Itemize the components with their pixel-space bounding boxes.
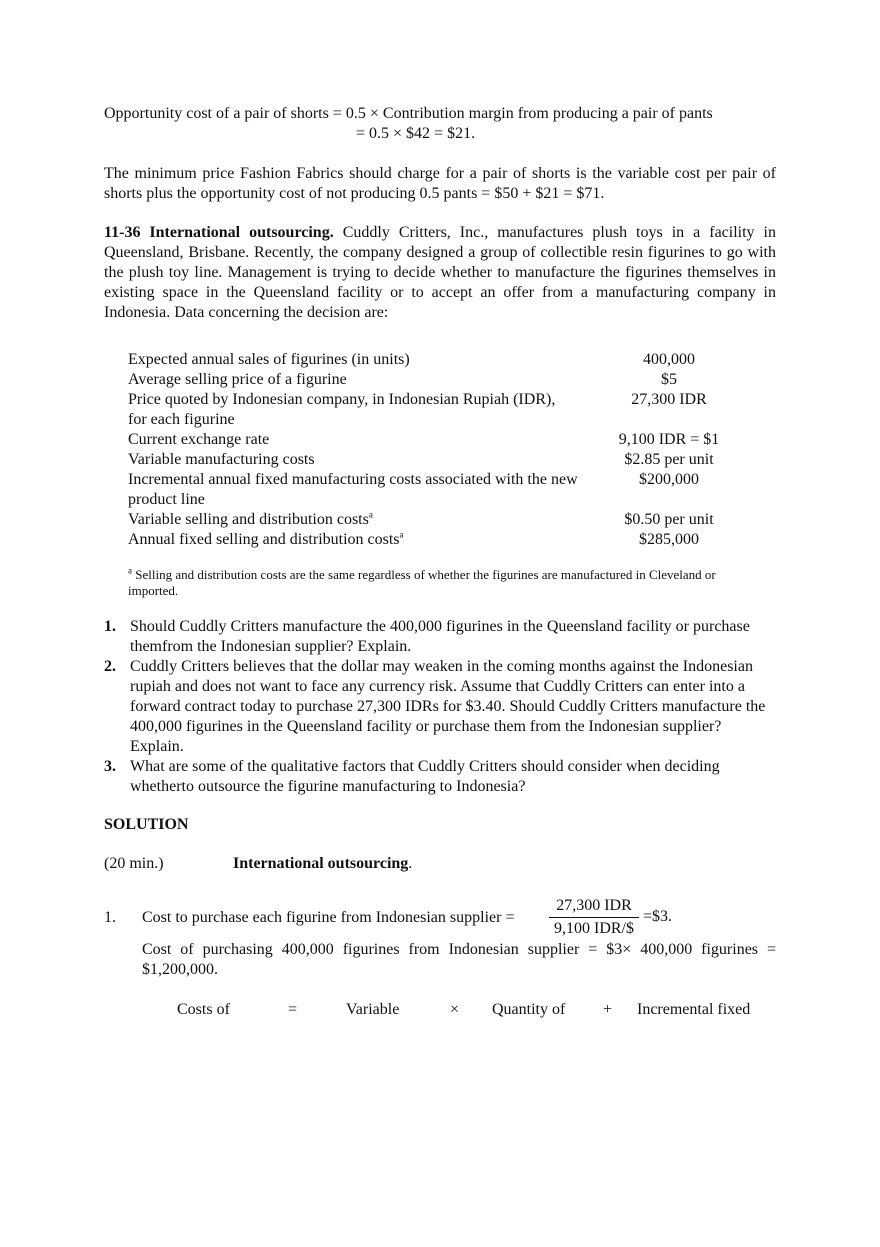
list-item <box>104 657 776 757</box>
footnote-text: Selling and distribution costs are the same regardless of whether the figurines are manufactured in Cleveland or imported. <box>128 567 716 598</box>
solution-time: (20 min.) <box>104 855 164 872</box>
data-table <box>128 350 768 550</box>
problem-body: Cuddly Critters, Inc., manufactures plush toys in a facility in Queensland, Brisbane. Recently, the company designed a group of collectible resin figurines to go with the plush toy line. Management is trying to decide whether to manufacture the figurines themselves in existing space in the Queensland facility or to accept an offer from a manufacturing company in Indonesia. Data concerning the decision are: <box>104 224 776 321</box>
table-row <box>128 470 768 510</box>
row-value: 400,000 <box>643 351 695 368</box>
question-number: 1. <box>104 618 116 635</box>
fraction-bar <box>549 917 639 918</box>
table-row <box>128 370 768 390</box>
cost-lead-text: Cost to purchase each figurine from Indonesian supplier = <box>142 909 515 926</box>
footnote-marker: a <box>128 565 132 576</box>
question-number: 3. <box>104 758 116 775</box>
row-label: Variable selling and distribution costs$^a$ <box>128 509 373 528</box>
row-value: $5 <box>661 371 677 388</box>
row-value: $200,000 <box>639 471 699 488</box>
question-text: Should Cuddly Critters manufacture the 400,000 figurines in the Queensland facility or purchase themfrom the Indonesian supplier? Explain. <box>130 618 750 655</box>
equation-operator: + <box>603 1001 613 1018</box>
minimum-price-paragraph: The minimum price Fashion Fabrics should charge for a pair of shorts is the variable cost per pair of shorts plus the opportunity cost of not producing 0.5 pants = $50 + $21 = $71. <box>104 165 776 202</box>
table-row <box>128 450 768 470</box>
row-label: Current exchange rate <box>128 431 270 448</box>
list-item <box>104 757 776 797</box>
row-value: $0.50 per unit <box>624 511 714 528</box>
solution-title: International outsourcing. <box>233 855 413 872</box>
row-value: $285,000 <box>639 531 699 548</box>
row-label: Incremental annual fixed manufacturing costs associated with the new product line <box>128 471 578 508</box>
table-row <box>128 430 768 450</box>
question-text: Cuddly Critters believes that the dollar may weaken in the coming months against the Indonesian rupiah and does not want to face any currency risk. Assume that Cuddly Critters can enter into a forward contract today to purchase 27,300 IDRs for $3.40. Should Cuddly Critters manufacture the 400,000 figurines in the Queensland facility or purchase them from the Indonesian supplier? Explain. <box>130 658 766 755</box>
question-list <box>104 617 776 797</box>
footnote-marker: a <box>368 509 373 520</box>
row-label: Variable manufacturing costs <box>128 451 315 468</box>
table-row <box>128 530 768 550</box>
row-label: Expected annual sales of figurines (in units) <box>128 351 410 368</box>
row-value: $2.85 per unit <box>624 451 714 468</box>
question-number: 2. <box>104 658 116 675</box>
footnote-marker: a <box>399 529 404 540</box>
table-row <box>128 510 768 530</box>
footnote <box>128 567 768 599</box>
list-item <box>104 617 776 657</box>
equation-term: Variable <box>346 1001 400 1018</box>
equation-operator: × <box>450 1001 460 1018</box>
purchase-cost-paragraph: Cost of purchasing 400,000 figurines from Indonesian supplier = $3× 400,000 figurines = $1,200,000. <box>142 941 776 978</box>
equation-term: Quantity of <box>492 1001 566 1018</box>
solution-heading: SOLUTION <box>104 816 189 833</box>
equation-operator: = <box>288 1001 298 1018</box>
problem-paragraph <box>104 223 776 323</box>
row-label: Price quoted by Indonesian company, in Indonesian Rupiah (IDR), for each figurine <box>128 391 556 428</box>
equation-term: Incremental fixed <box>637 1001 751 1018</box>
row-label: Average selling price of a figurine <box>128 371 347 388</box>
equation-term: Costs of <box>177 1001 230 1018</box>
row-label: Annual fixed selling and distribution costs$^a$ <box>128 529 404 548</box>
table-row <box>128 390 768 430</box>
opportunity-cost-result: = 0.5 × $42 = $21. <box>356 125 476 142</box>
opportunity-cost-line <box>104 104 776 124</box>
fraction-denominator: 9,100 IDR/$ <box>554 920 634 937</box>
opportunity-cost-text: Opportunity cost of a pair of shorts = 0.5 × Contribution margin from producing a pair of pants <box>104 105 713 122</box>
fraction-result: =$3. <box>643 908 673 925</box>
fraction-numerator: 27,300 IDR <box>556 897 632 914</box>
solution-item-number: 1. <box>104 909 116 926</box>
row-value: 27,300 IDR <box>631 391 707 408</box>
question-text: What are some of the qualitative factors that Cuddly Critters should consider when deciding whetherto outsource the figurine manufacturing to Indonesia? <box>130 758 720 795</box>
problem-title: 11-36 International outsourcing. <box>104 224 334 241</box>
table-row <box>128 350 768 370</box>
row-value: 9,100 IDR = $1 <box>618 431 720 448</box>
